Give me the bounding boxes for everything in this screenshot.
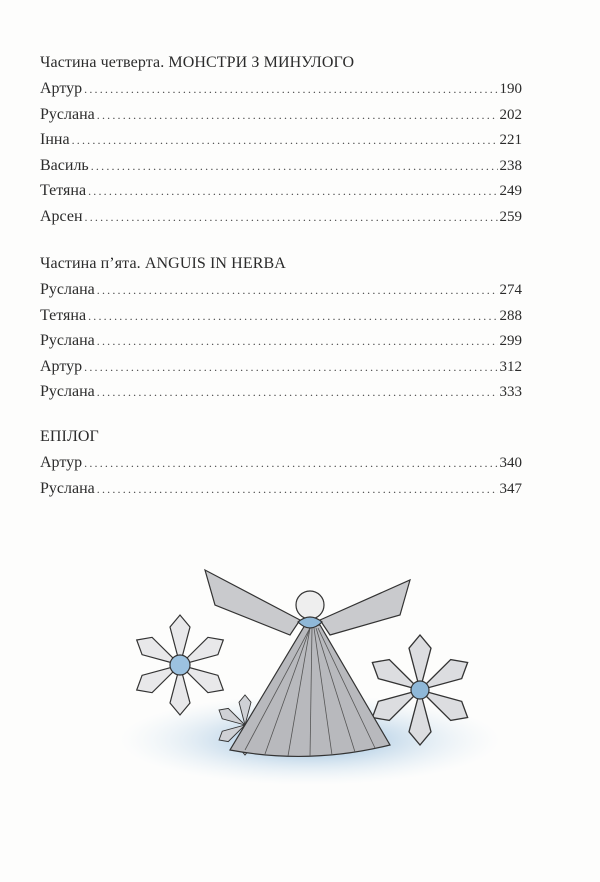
snowflake-left [132,615,229,715]
toc-entry [40,450,522,476]
paper-angel-illustration [110,550,500,800]
entry-title: Руслана [40,105,95,123]
entry-title: Тетяна [40,182,87,200]
entry-page: 299 [499,333,522,350]
entry-page: 333 [499,384,522,401]
entry-title: Руслана [40,332,95,350]
dot-leader [97,380,498,406]
dot-leader [88,304,497,330]
dot-leader [84,355,497,381]
dot-leader [91,154,498,180]
toc-entry [40,303,522,329]
toc-entry [40,178,522,204]
entry-title: Артур [40,80,83,97]
entry-title: Руслана [40,479,95,497]
toc-epilogue [40,424,522,501]
toc-entry [40,153,522,179]
dot-leader [97,103,498,129]
toc-entry [40,102,522,128]
entry-page: 312 [499,358,522,375]
dot-leader [72,128,498,154]
dot-leader [84,77,497,103]
dot-leader [97,329,498,355]
entry-title: Руслана [40,383,95,401]
entry-page: 249 [499,183,522,200]
entry-title: Руслана [40,281,95,298]
dot-leader [97,278,498,304]
toc-entry [40,204,522,230]
entry-page: 221 [499,132,522,149]
entry-title: Арсен [40,207,83,225]
part-heading: ЕПІЛОГ [40,428,99,445]
toc-entry [40,277,522,303]
entry-page: 238 [499,157,522,174]
entry-page: 202 [499,106,522,123]
entry-title: Інна [40,131,70,149]
entry-page: 190 [499,81,522,97]
dot-leader [97,477,498,503]
toc-entry [40,328,522,354]
dot-leader [84,451,497,477]
toc-entry [40,476,522,502]
entry-page: 274 [499,282,522,298]
toc-part-5 [40,251,522,405]
part-heading: Частина четверта. МОНСТРИ З МИНУЛОГО [40,54,355,71]
toc-entry [40,379,522,405]
entry-title: Артур [40,357,83,375]
entry-title: Тетяна [40,306,87,324]
entry-page: 347 [499,480,522,497]
toc-entry [40,76,522,102]
dot-leader [85,205,498,231]
entry-page: 259 [499,208,522,225]
toc-entry [40,354,522,380]
toc-entry [40,127,522,153]
entry-page: 288 [499,307,522,324]
part-heading: Частина п’ята. ANGUIS IN HERBA [40,255,286,272]
entry-title: Артур [40,454,83,471]
entry-page: 340 [499,455,522,471]
entry-title: Василь [40,156,89,174]
dot-leader [88,179,497,205]
toc-part-4 [40,50,522,230]
